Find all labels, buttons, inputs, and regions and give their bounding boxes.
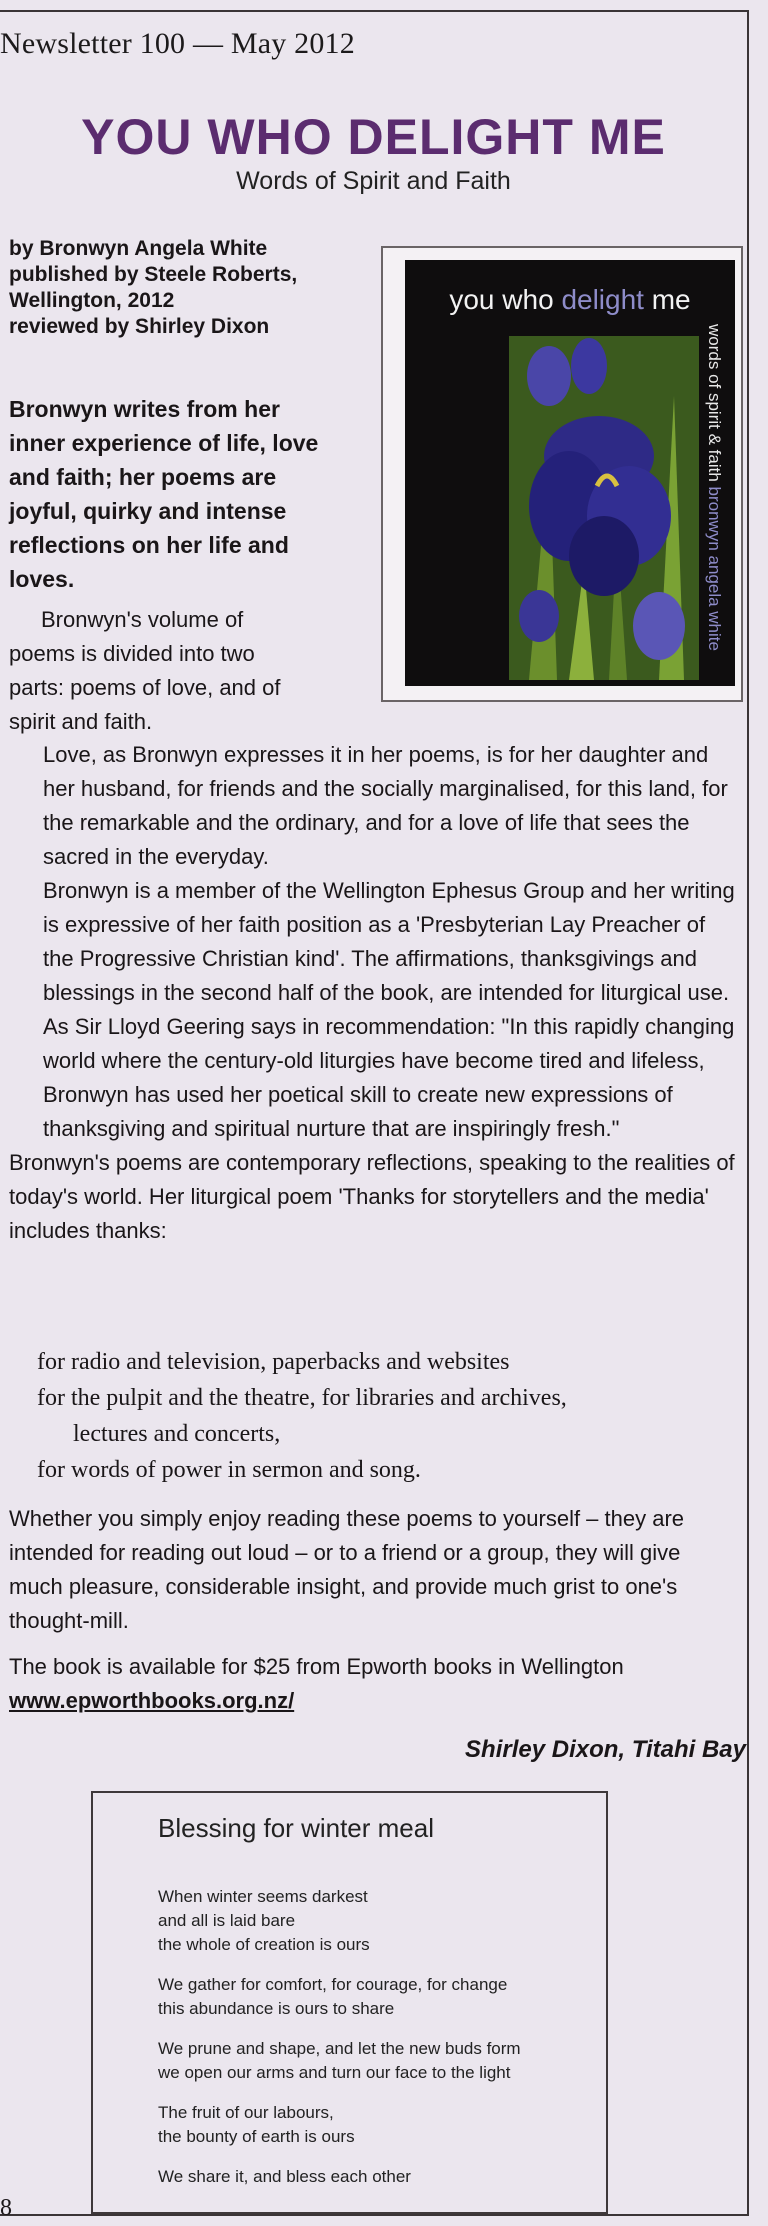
byline-reviewer: reviewed by Shirley Dixon	[9, 315, 270, 338]
blessing-line: we open our arms and turn our face to the light	[158, 2063, 511, 2082]
article-body	[9, 738, 739, 1248]
blessing-line: We share it, and bless each other	[158, 2167, 411, 2186]
paragraph: Love, as Bronwyn expresses it in her poems, is for her daughter and her husband, for friends and the socially marginalised, for this land, for the remarkable and the ordinary, and for a love of life that sees the sacred in the everyday.	[43, 742, 728, 869]
intro-line: loves.	[9, 566, 75, 592]
intro-line: reflections on her life and	[9, 532, 289, 558]
intro-line: joyful, quirky and intense	[9, 498, 287, 524]
intro-line: and faith; her poems are	[9, 464, 277, 490]
blessing-line: the whole of creation is ours	[158, 1935, 370, 1954]
article-title: YOU WHO DELIGHT ME	[81, 109, 666, 165]
blessing-line: The fruit of our labours,	[158, 2103, 334, 2122]
verse-line: for radio and television, paperbacks and websites	[37, 1349, 510, 1375]
quoted-verse	[37, 1344, 737, 1488]
blessing-box	[91, 1791, 608, 2214]
book-cover-art	[405, 260, 735, 686]
epworth-books-link[interactable]: www.epworthbooks.org.nz/	[9, 1688, 295, 1713]
verse-line: for the pulpit and the theatre, for libraries and archives,	[37, 1385, 567, 1411]
blessing-text	[158, 1869, 598, 2205]
paragraph: As Sir Lloyd Geering says in recommendation: "In this rapidly changing world where the century-old liturgies have become tired and lifeless, Bronwyn has used her poetical skill to create new expressions of thanksgiving and spiritual nurture that are inspiringly fresh."	[43, 1014, 735, 1141]
byline	[9, 236, 369, 340]
verse-line: for words of power in sermon and song.	[37, 1457, 421, 1483]
byline-author: by Bronwyn Angela White	[9, 237, 268, 260]
byline-publisher: published by Steele Roberts,	[9, 263, 298, 286]
book-spine-text: words of spirit & faith bronwyn angela white	[705, 324, 724, 651]
paragraph: Bronwyn's poems are contemporary reflections, speaking to the realities of today's world. Her liturgical poem 'Thanks for storytellers and the media' includes thanks:	[9, 1150, 735, 1243]
intro-line: Bronwyn writes from her	[9, 396, 280, 422]
page-number: 8	[0, 2195, 12, 2221]
intro-paragraph	[9, 392, 369, 596]
byline-place: Wellington, 2012	[9, 289, 175, 312]
iris-illustration	[509, 336, 699, 680]
blessing-line: When winter seems darkest	[158, 1887, 368, 1906]
book-cover-title: you who delight me	[449, 284, 691, 315]
paragraph-line: spirit and faith.	[9, 709, 153, 734]
blessing-line: and all is laid bare	[158, 1911, 296, 1930]
blessing-title: Blessing for winter meal	[158, 1813, 434, 1843]
article-subtitle: Words of Spirit and Faith	[236, 167, 511, 195]
blessing-line: the bounty of earth is ours	[158, 2127, 355, 2146]
paragraph: Bronwyn is a member of the Wellington Ephesus Group and her writing is expressive of her faith position as a 'Presbyterian Lay Preacher of the Progressive Christian kind'. The affirmations, thanksgivings and blessings in the second half of the book, are intended for liturgical use.	[43, 878, 735, 1005]
blessing-line: We prune and shape, and let the new buds form	[158, 2039, 521, 2058]
verse-line: lectures and concerts,	[73, 1421, 281, 1447]
intro-line: inner experience of life, love	[9, 430, 319, 456]
paragraph-line: Bronwyn's volume of	[41, 607, 244, 632]
first-paragraph	[9, 603, 369, 739]
reviewer-signature: Shirley Dixon, Titahi Bay	[465, 1736, 746, 1763]
availability-paragraph: The book is available for $25 from Epworth books in Wellington www.epworthbooks.org.nz/	[9, 1654, 624, 1713]
paragraph-line: poems is divided into two	[9, 641, 255, 666]
paragraph-line: parts: poems of love, and of	[9, 675, 281, 700]
closing-section	[9, 1502, 739, 1730]
blessing-line: this abundance is ours to share	[158, 1999, 395, 2018]
newsletter-header: Newsletter 100 — May 2012	[0, 27, 355, 60]
iris-flower-image	[509, 336, 699, 680]
book-cover	[381, 246, 743, 702]
closing-paragraph: Whether you simply enjoy reading these poems to yourself – they are intended for reading out loud – or to a friend or a group, they will give much pleasure, considerable insight, and provide much grist to one's thought-mill.	[9, 1506, 685, 1633]
blessing-line: We gather for comfort, for courage, for change	[158, 1975, 508, 1994]
